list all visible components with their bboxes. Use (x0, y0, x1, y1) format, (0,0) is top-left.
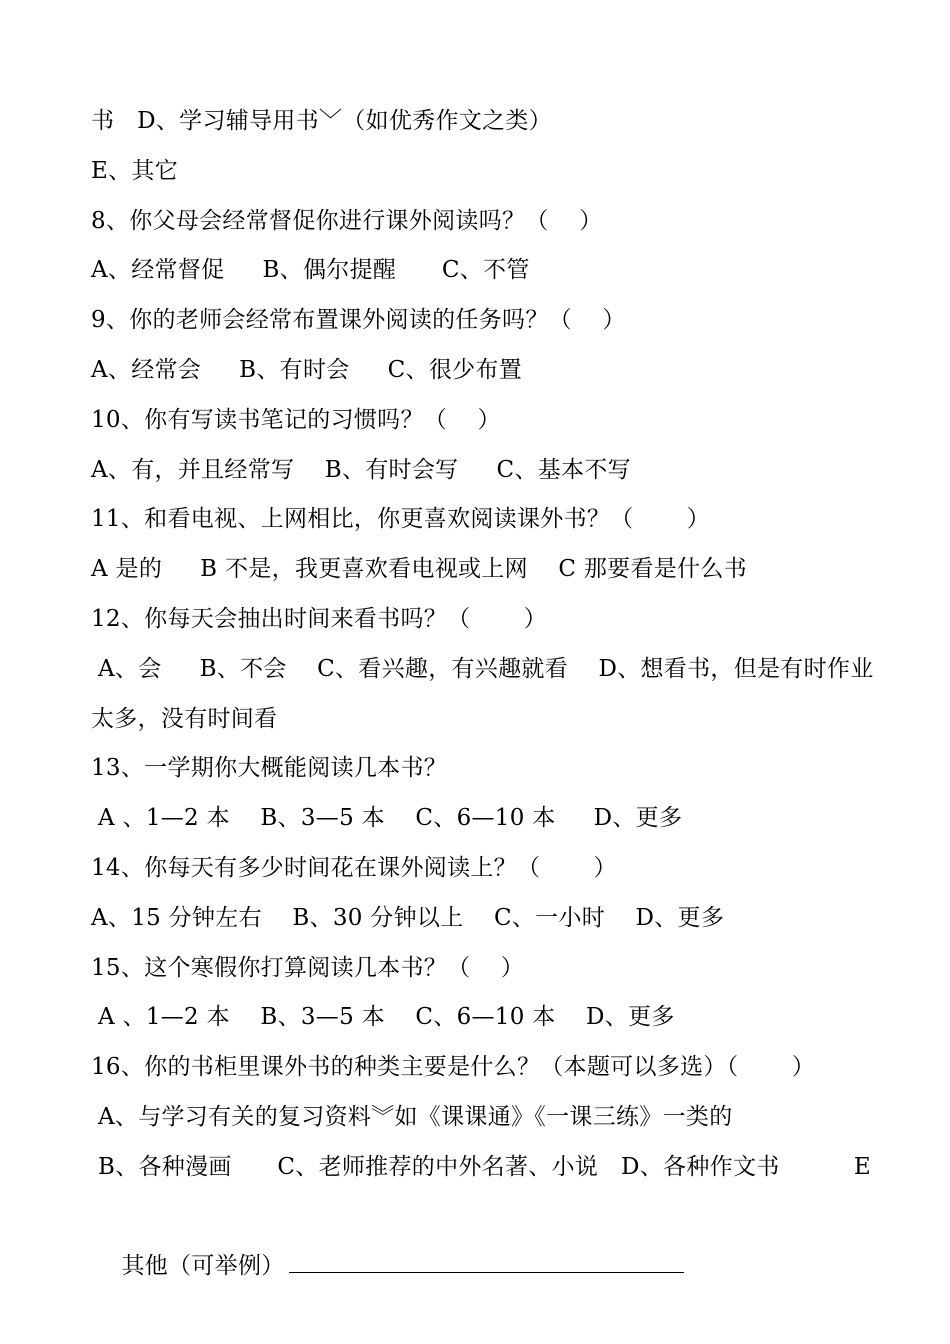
question-14: 14、你每天有多少时间花在课外阅读上？（ ） (91, 854, 617, 881)
question-8: 8、你父母会经常督促你进行课外阅读吗？（ ） (91, 207, 603, 234)
question-11-options: A 是的 B 不是，我更喜欢看电视或上网 C 那要看是什么书 (91, 556, 747, 583)
question-15-options: A 、1—2 本 B、3—5 本 C、6—10 本 D、更多 (98, 1004, 675, 1031)
question-12: 12、你每天会抽出时间来看书吗？（ ） (91, 605, 547, 632)
question-16-option-a: A、与学习有关的复习资料︾如《课课通》《一课三练》一类的 (98, 1103, 733, 1130)
other-label: 其他（可举例） (121, 1253, 285, 1280)
question-12-options-continued: 太多，没有时间看 (91, 705, 278, 732)
question-13-options: A 、1—2 本 B、3—5 本 C、6—10 本 D、更多 (98, 805, 683, 832)
question-16-option-e-letter: E (853, 1153, 871, 1180)
q7-option-e: E、其它 (91, 157, 178, 184)
question-16-option-e-other (91, 1193, 871, 1280)
question-9: 9、你的老师会经常布置课外阅读的任务吗？（ ） (91, 307, 626, 334)
question-16-options-bcde (91, 1143, 871, 1193)
q7-options-continued: 书 D、学习辅导用书﹀（如优秀作文之类） (91, 108, 552, 134)
question-16-options-bcd: B、各种漫画 C、老师推荐的中外名著、小说 D、各种作文书 (98, 1153, 780, 1180)
question-11: 11、和看电视、上网相比，你更喜欢阅读课外书？（ ） (91, 506, 711, 533)
questionnaire-page (91, 97, 874, 1280)
question-14-options: A、15 分钟左右 B、30 分钟以上 C、一小时 D、更多 (91, 904, 725, 931)
answer-blank-line[interactable] (289, 1248, 684, 1273)
question-15: 15、这个寒假你打算阅读几本书？（ ） (91, 954, 525, 981)
question-9-options: A、经常会 B、有时会 C、很少布置 (91, 356, 523, 383)
question-10: 10、你有写读书笔记的习惯吗？（ ） (91, 406, 501, 433)
question-10-options: A、有，并且经常写 B、有时会写 C、基本不写 (91, 456, 631, 483)
question-12-options: A、会 B、不会 C、看兴趣，有兴趣就看 D、想看书，但是有时作业 (98, 655, 874, 682)
question-8-options: A、经常督促 B、偶尔提醒 C、不管 (91, 257, 530, 284)
question-16: 16、你的书柜里课外书的种类主要是什么？（本题可以多选）（ ） (91, 1054, 816, 1081)
question-13: 13、一学期你大概能阅读几本书？ (91, 755, 448, 782)
